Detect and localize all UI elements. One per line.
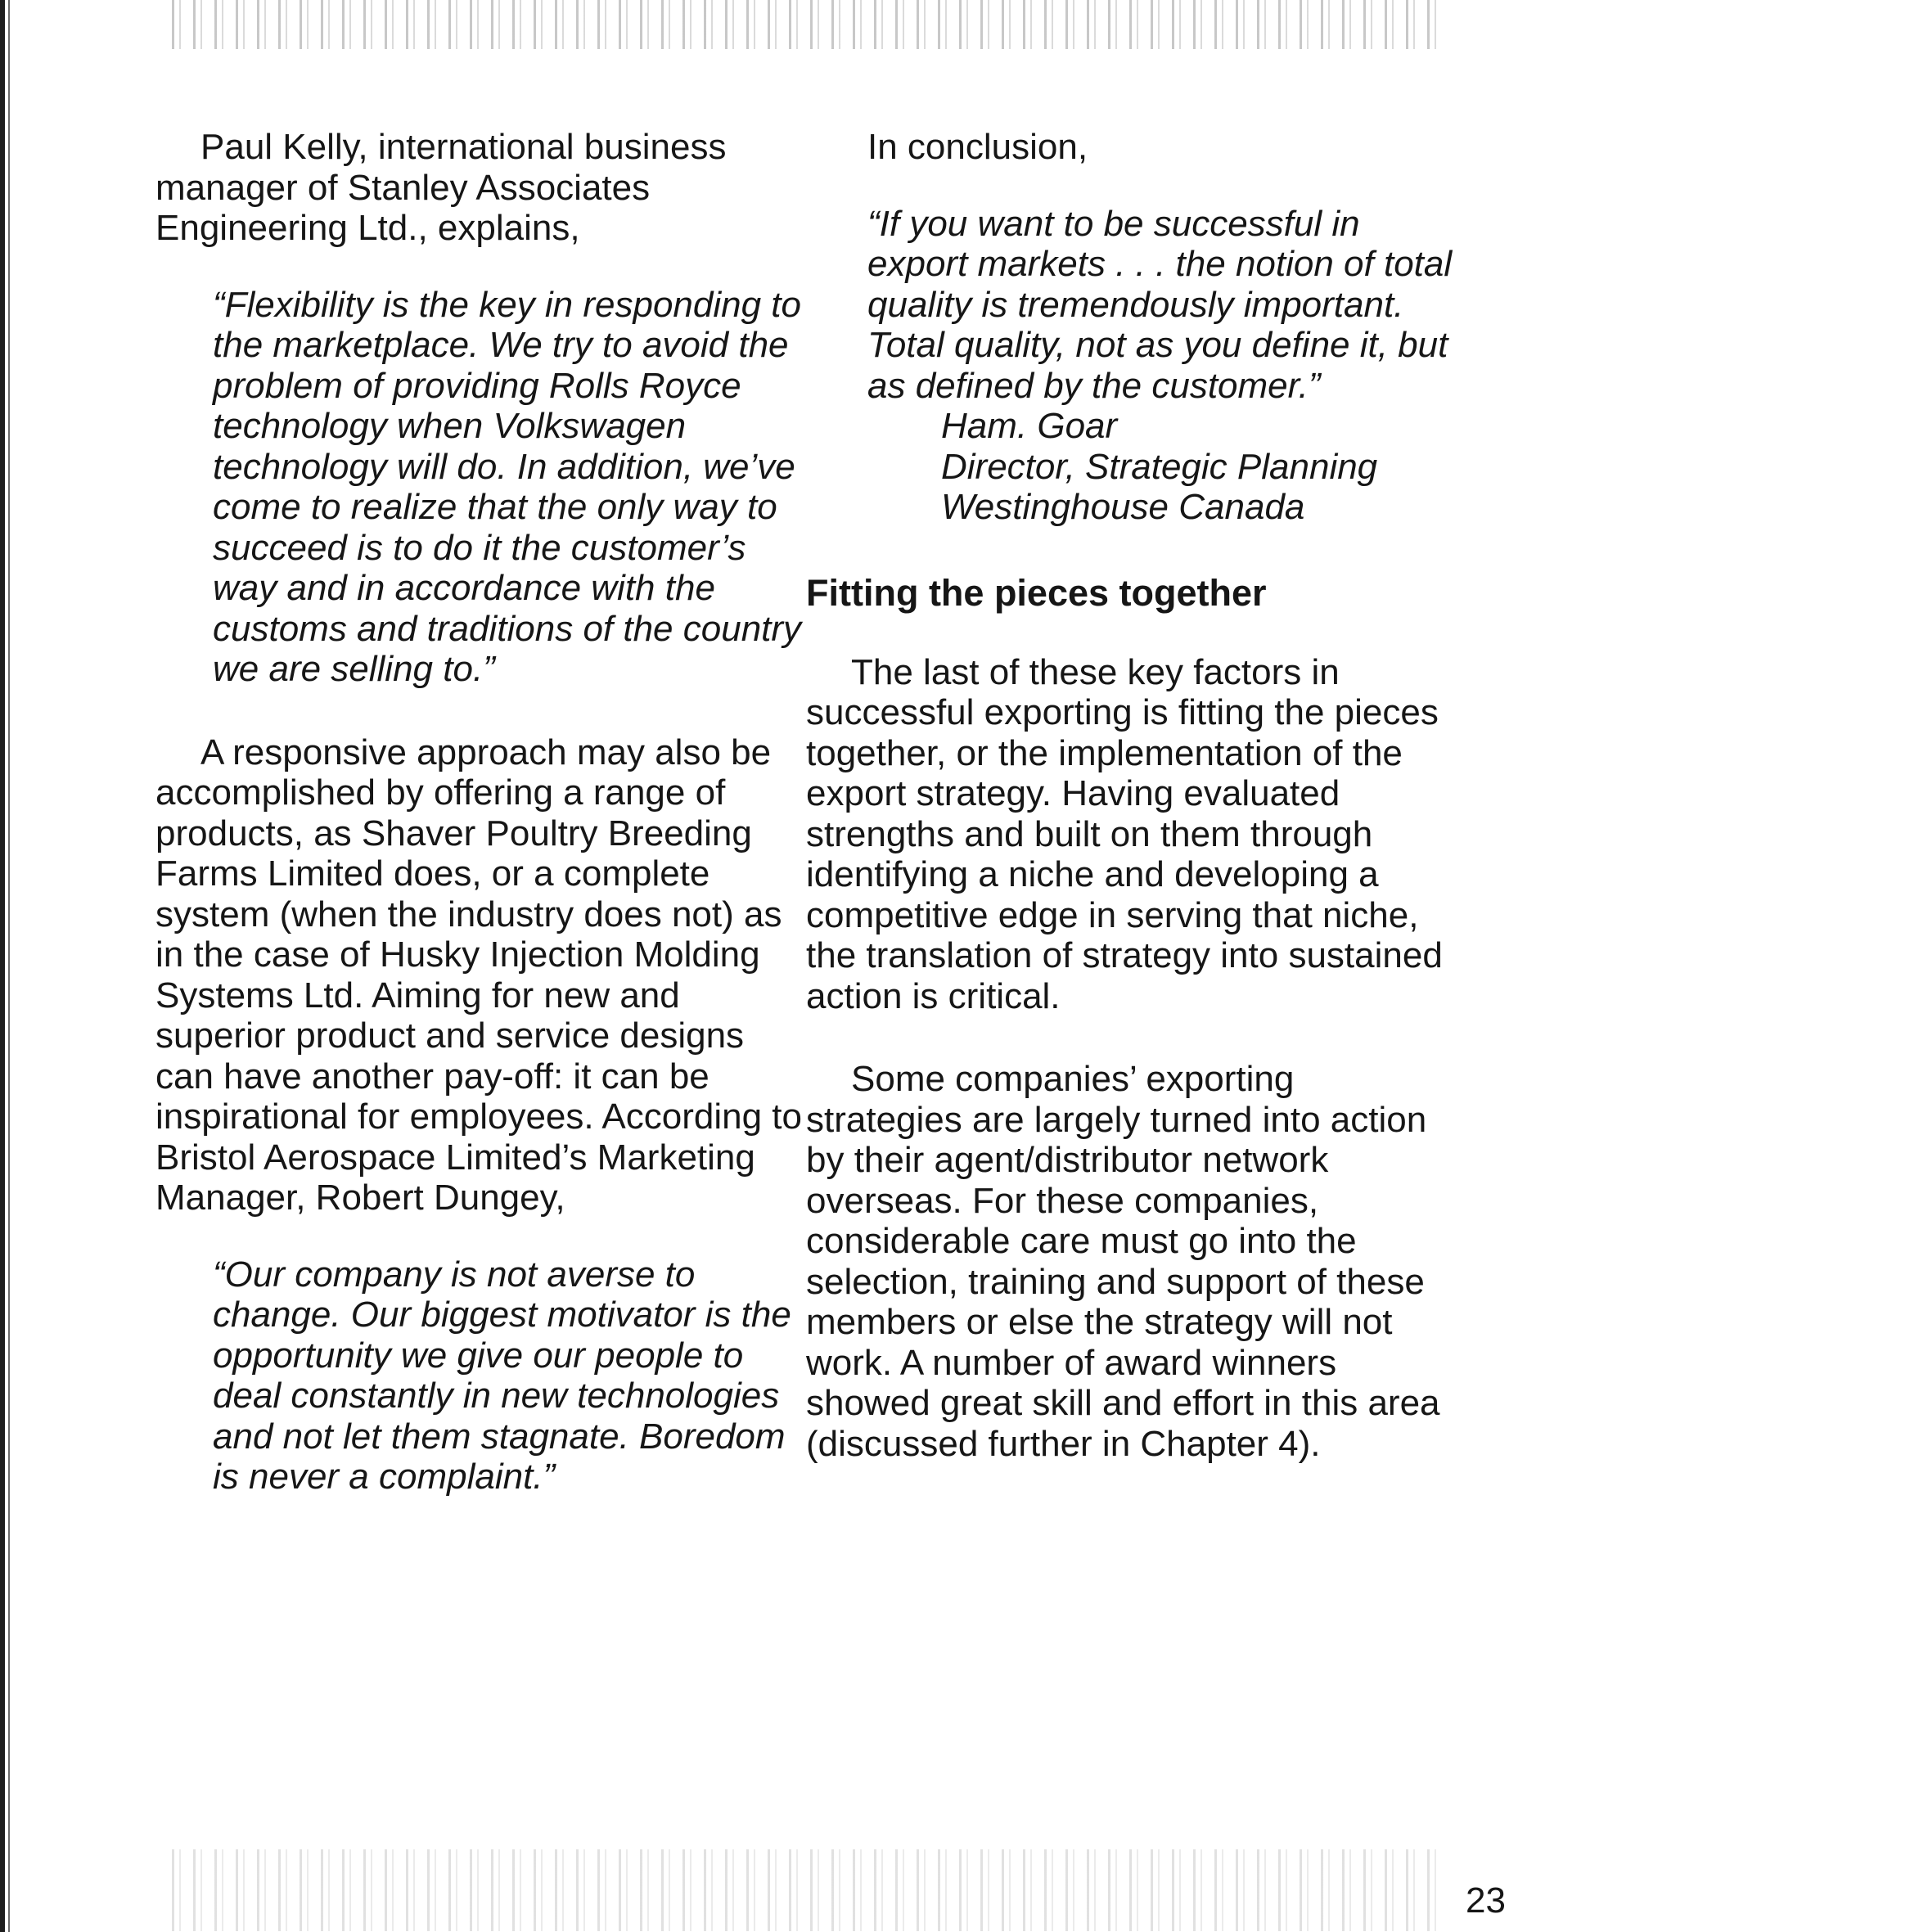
attribution-company: Westinghouse Canada xyxy=(941,487,1305,527)
in-conclusion-text: In conclusion, xyxy=(867,127,1088,167)
page-number: 23 xyxy=(1466,1880,1506,1921)
section-heading: Fitting the pieces together xyxy=(806,571,1267,614)
scan-artifact-bottom xyxy=(172,1849,1440,1931)
left-column xyxy=(155,127,802,1497)
scan-artifact-top xyxy=(172,0,1440,49)
paragraph-exporting-strategies: Some companies’ exporting strategies are largely turned into action by their agent/distributor network overseas. For these companies, considerable care must go into the selection, training and support of these members or else the strategy will not work. A number of award winners showed great skill and effort in this area (discussed further in Chapter 4). xyxy=(806,1059,1440,1464)
right-column xyxy=(806,127,1453,1464)
scan-binding-shadow xyxy=(8,0,10,1932)
quote-our-company: “Our company is not averse to change. Our biggest motivator is the opportunity we give our people to deal constantly in new technologies and not let them stagnate. Boredom is never a complaint.” xyxy=(213,1254,791,1497)
scan-binding-edge xyxy=(0,0,5,1932)
paragraph-paul-kelly: Paul Kelly, international business manager of Stanley Associates Engineering Ltd., explains, xyxy=(155,127,727,248)
paragraph-fitting-pieces: The last of these key factors in successful exporting is fitting the pieces together, or the implementation of the export strategy. Having evaluated strengths and built on them through identifying a niche and developing a competitive edge in serving that niche, the translation of strategy into sustained action is critical. xyxy=(806,651,1443,1016)
quote-flexibility: “Flexibility is the key in responding to the marketplace. We try to avoid the problem of providing Rolls Royce technology when Volkswagen technology will do. In addition, we’ve come to realize that the only way to succeed is to do it the customer’s way and in accordance with the customs and traditions of the country we are selling to.” xyxy=(213,284,802,689)
paragraph-responsive-approach: A responsive approach may also be accomplished by offering a range of products, as Shaver Poultry Breeding Farms Limited does, or a complete system (when the industry does not) as in the case of Husky Injection Molding Systems Ltd. Aiming for new and superior product and service designs can have another pay-off: it can be inspirational for employees. According to Bristol Aerospace Limited’s Marketing Manager, Robert Dungey, xyxy=(155,732,802,1218)
quote-total-quality: “If you want to be successful in export markets . . . the notion of total quality is tremendously important. Total quality, not as you define it, but as defined by the customer.” xyxy=(867,203,1453,406)
attribution-title: Director, Strategic Planning xyxy=(941,446,1378,487)
attribution-name: Ham. Goar xyxy=(941,406,1118,446)
quote-attribution xyxy=(941,406,1453,528)
